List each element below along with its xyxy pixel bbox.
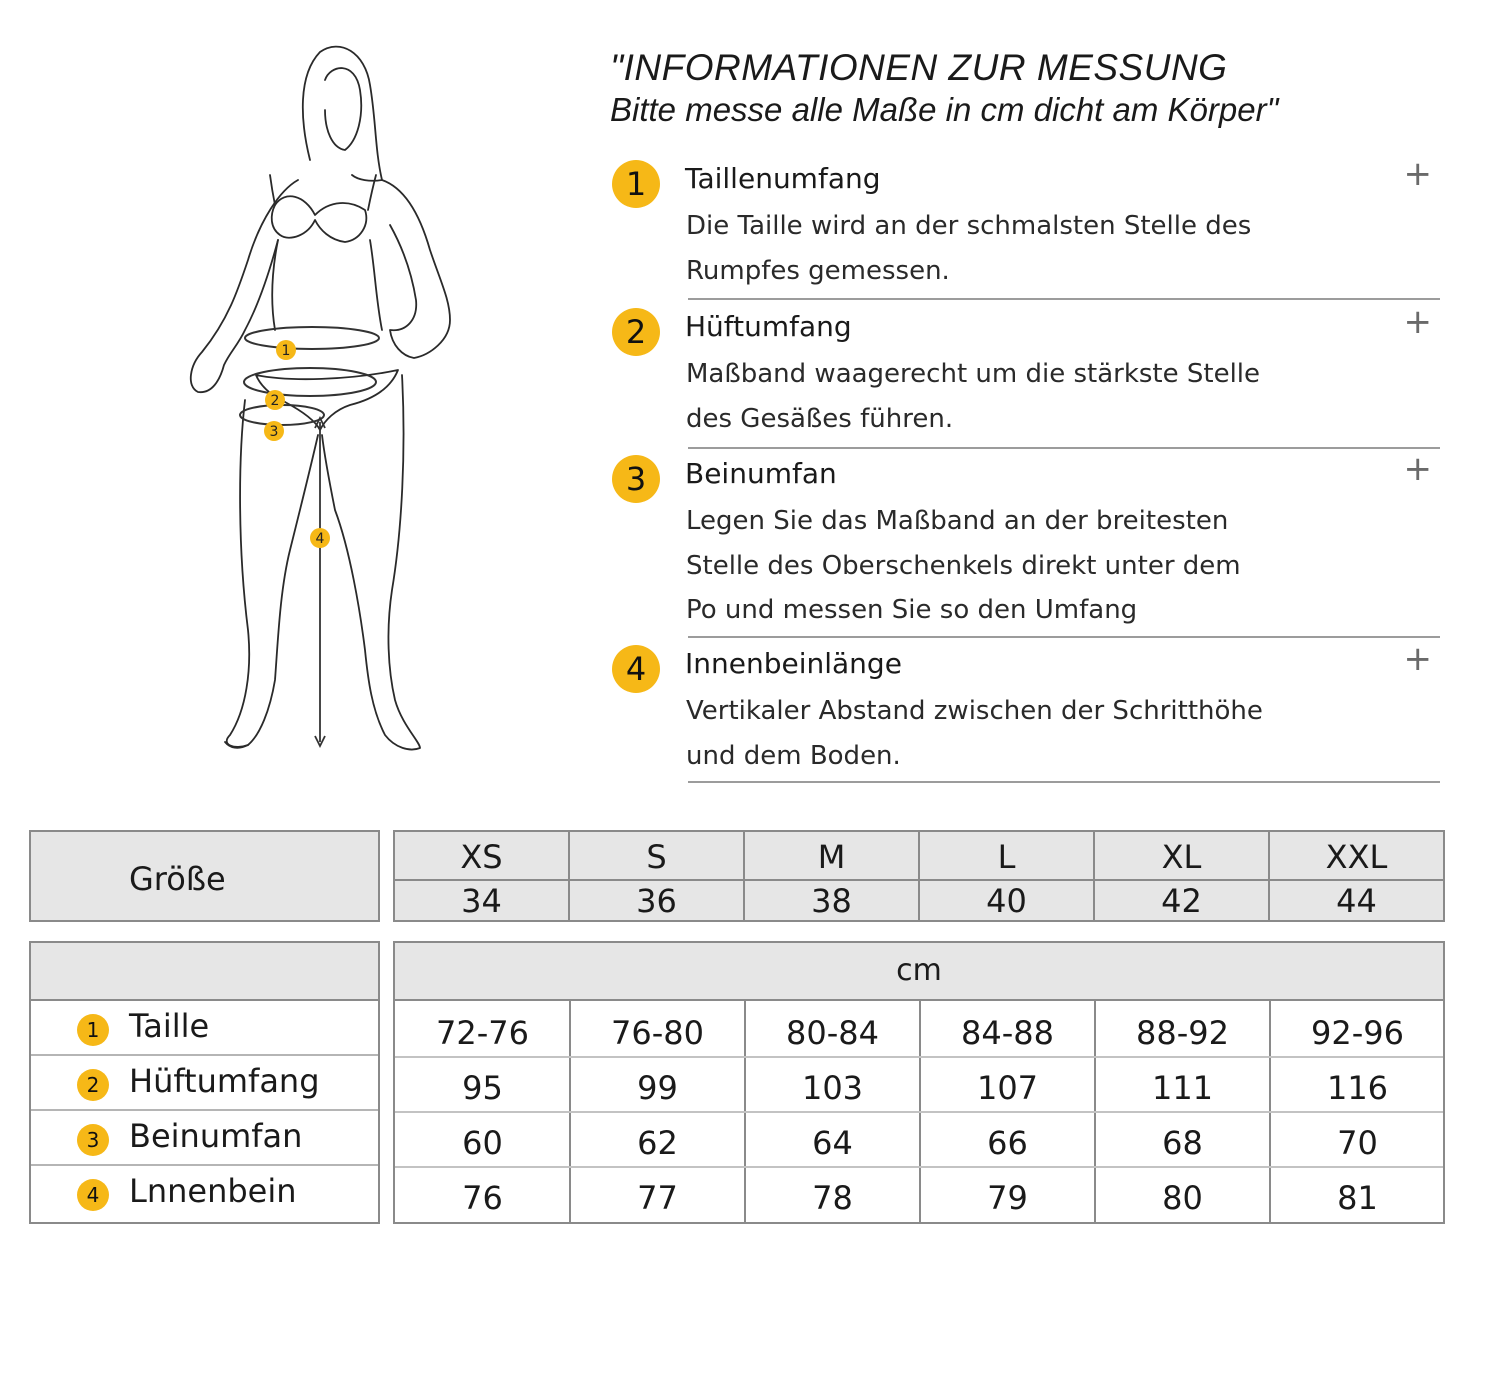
size-eu: 44: [1336, 882, 1377, 920]
svg-text:1: 1: [281, 343, 291, 359]
table-cell: 80-84: [786, 1014, 879, 1052]
size-code: XXL: [1325, 838, 1388, 876]
size-column-l: [920, 832, 1095, 920]
table-cell: 66: [987, 1124, 1028, 1162]
measurement-description: Die Taille wird an der schmalsten Stelle des Rumpfes gemessen.: [686, 211, 1252, 286]
size-header-grid: [393, 830, 1445, 922]
size-column-xl: [1095, 832, 1270, 920]
table-cell: 81: [1337, 1179, 1378, 1217]
size-eu: 34: [461, 882, 502, 920]
table-row-label: [31, 1166, 378, 1221]
measurement-values-table: [393, 941, 1445, 1224]
number-badge: 4: [612, 645, 660, 693]
number-badge: 2: [612, 308, 660, 356]
measurement-description: Vertikaler Abstand zwischen der Schritthöhe und dem Boden.: [686, 696, 1263, 771]
number-badge: 1: [77, 1014, 109, 1046]
measurement-row-labels: [29, 941, 380, 1224]
row-label: Taille: [129, 1007, 210, 1045]
measurement-item-thigh[interactable]: [612, 449, 1440, 630]
row-label: Hüftumfang: [129, 1062, 320, 1100]
size-eu: 36: [636, 882, 677, 920]
size-column-s: [570, 832, 745, 920]
number-badge: 2: [77, 1069, 109, 1101]
unit-header: cm: [395, 943, 1443, 1001]
size-code: XS: [460, 838, 503, 876]
table-cell: 79: [987, 1179, 1028, 1217]
table-cell: 76-80: [611, 1014, 704, 1052]
size-code: XL: [1161, 838, 1202, 876]
measurement-title: Beinumfan: [685, 457, 837, 490]
size-eu: 42: [1161, 882, 1202, 920]
table-cell: 88-92: [1136, 1014, 1229, 1052]
size-eu: 38: [811, 882, 852, 920]
table-cell: 72-76: [436, 1014, 529, 1052]
row-label: Beinumfan: [129, 1117, 303, 1155]
table-cell: 99: [637, 1069, 678, 1107]
body-outline-illustration: [120, 30, 480, 770]
svg-text:3: 3: [269, 424, 279, 440]
table-cell: 64: [812, 1124, 853, 1162]
table-cell: 77: [637, 1179, 678, 1217]
figure-marker-1: [276, 340, 296, 360]
measurement-item-hip[interactable]: [612, 302, 1440, 438]
figure-marker-2: [265, 390, 285, 410]
divider: [688, 636, 1440, 638]
table-cell: 95: [462, 1069, 503, 1107]
size-column-xs: [395, 832, 570, 920]
size-column-xxl: [1270, 832, 1443, 920]
page-title: "INFORMATIONEN ZUR MESSUNG: [610, 47, 1228, 88]
plus-icon[interactable]: +: [1403, 639, 1432, 679]
table-cell: 78: [812, 1179, 853, 1217]
number-badge: 4: [77, 1179, 109, 1211]
number-badge: 1: [612, 160, 660, 208]
table-cell: 92-96: [1311, 1014, 1404, 1052]
table-cell: 60: [462, 1124, 503, 1162]
table-cell: 68: [1162, 1124, 1203, 1162]
plus-icon[interactable]: +: [1403, 449, 1432, 489]
table-row-label: [31, 1056, 378, 1111]
table-cell: 116: [1326, 1069, 1389, 1107]
measurement-description: Maßband waagerecht um die stärkste Stelle des Gesäßes führen.: [686, 359, 1261, 434]
table-cell: 84-88: [961, 1014, 1054, 1052]
size-code: L: [997, 838, 1016, 876]
plus-icon[interactable]: +: [1403, 302, 1432, 342]
figure-marker-3: [264, 421, 284, 441]
measurement-title: Taillenumfang: [685, 162, 881, 195]
page-subtitle: Bitte messe alle Maße in cm dicht am Körper": [610, 91, 1279, 128]
table-cell: 103: [801, 1069, 864, 1107]
number-badge: 3: [77, 1124, 109, 1156]
divider: [688, 298, 1440, 300]
svg-text:4: 4: [315, 531, 325, 547]
measurement-description: Legen Sie das Maßband an der breitesten Stelle des Oberschenkels direkt unter dem Po und messen Sie so den Umfang: [686, 506, 1241, 625]
divider: [688, 447, 1440, 449]
size-eu: 40: [986, 882, 1027, 920]
size-column-m: [745, 832, 920, 920]
measurement-title: Innenbeinlänge: [685, 647, 902, 680]
table-cell: 80: [1162, 1179, 1203, 1217]
table-row-label: [31, 1001, 378, 1056]
plus-icon[interactable]: +: [1403, 154, 1432, 194]
size-code: M: [817, 838, 846, 876]
table-cell: 62: [637, 1124, 678, 1162]
size-label-cell: [29, 830, 380, 922]
measurement-item-inseam[interactable]: [612, 639, 1440, 775]
table-row-label: [31, 1111, 378, 1166]
table-cell: 76: [462, 1179, 503, 1217]
number-badge: 3: [612, 455, 660, 503]
row-label: Lnnenbein: [129, 1172, 297, 1210]
divider: [688, 781, 1440, 783]
measurement-item-waist[interactable]: [612, 154, 1440, 290]
size-code: S: [646, 838, 667, 876]
measurement-heading: [610, 46, 1470, 130]
size-label: Größe: [129, 860, 226, 898]
measurement-title: Hüftumfang: [685, 310, 852, 343]
svg-text:2: 2: [270, 393, 280, 409]
table-cell: 111: [1151, 1069, 1214, 1107]
body-outline-figure: [120, 30, 480, 770]
figure-marker-4: [310, 528, 330, 548]
table-cell: 107: [976, 1069, 1039, 1107]
table-cell: 70: [1337, 1124, 1378, 1162]
row-labels-header: [31, 943, 378, 1001]
